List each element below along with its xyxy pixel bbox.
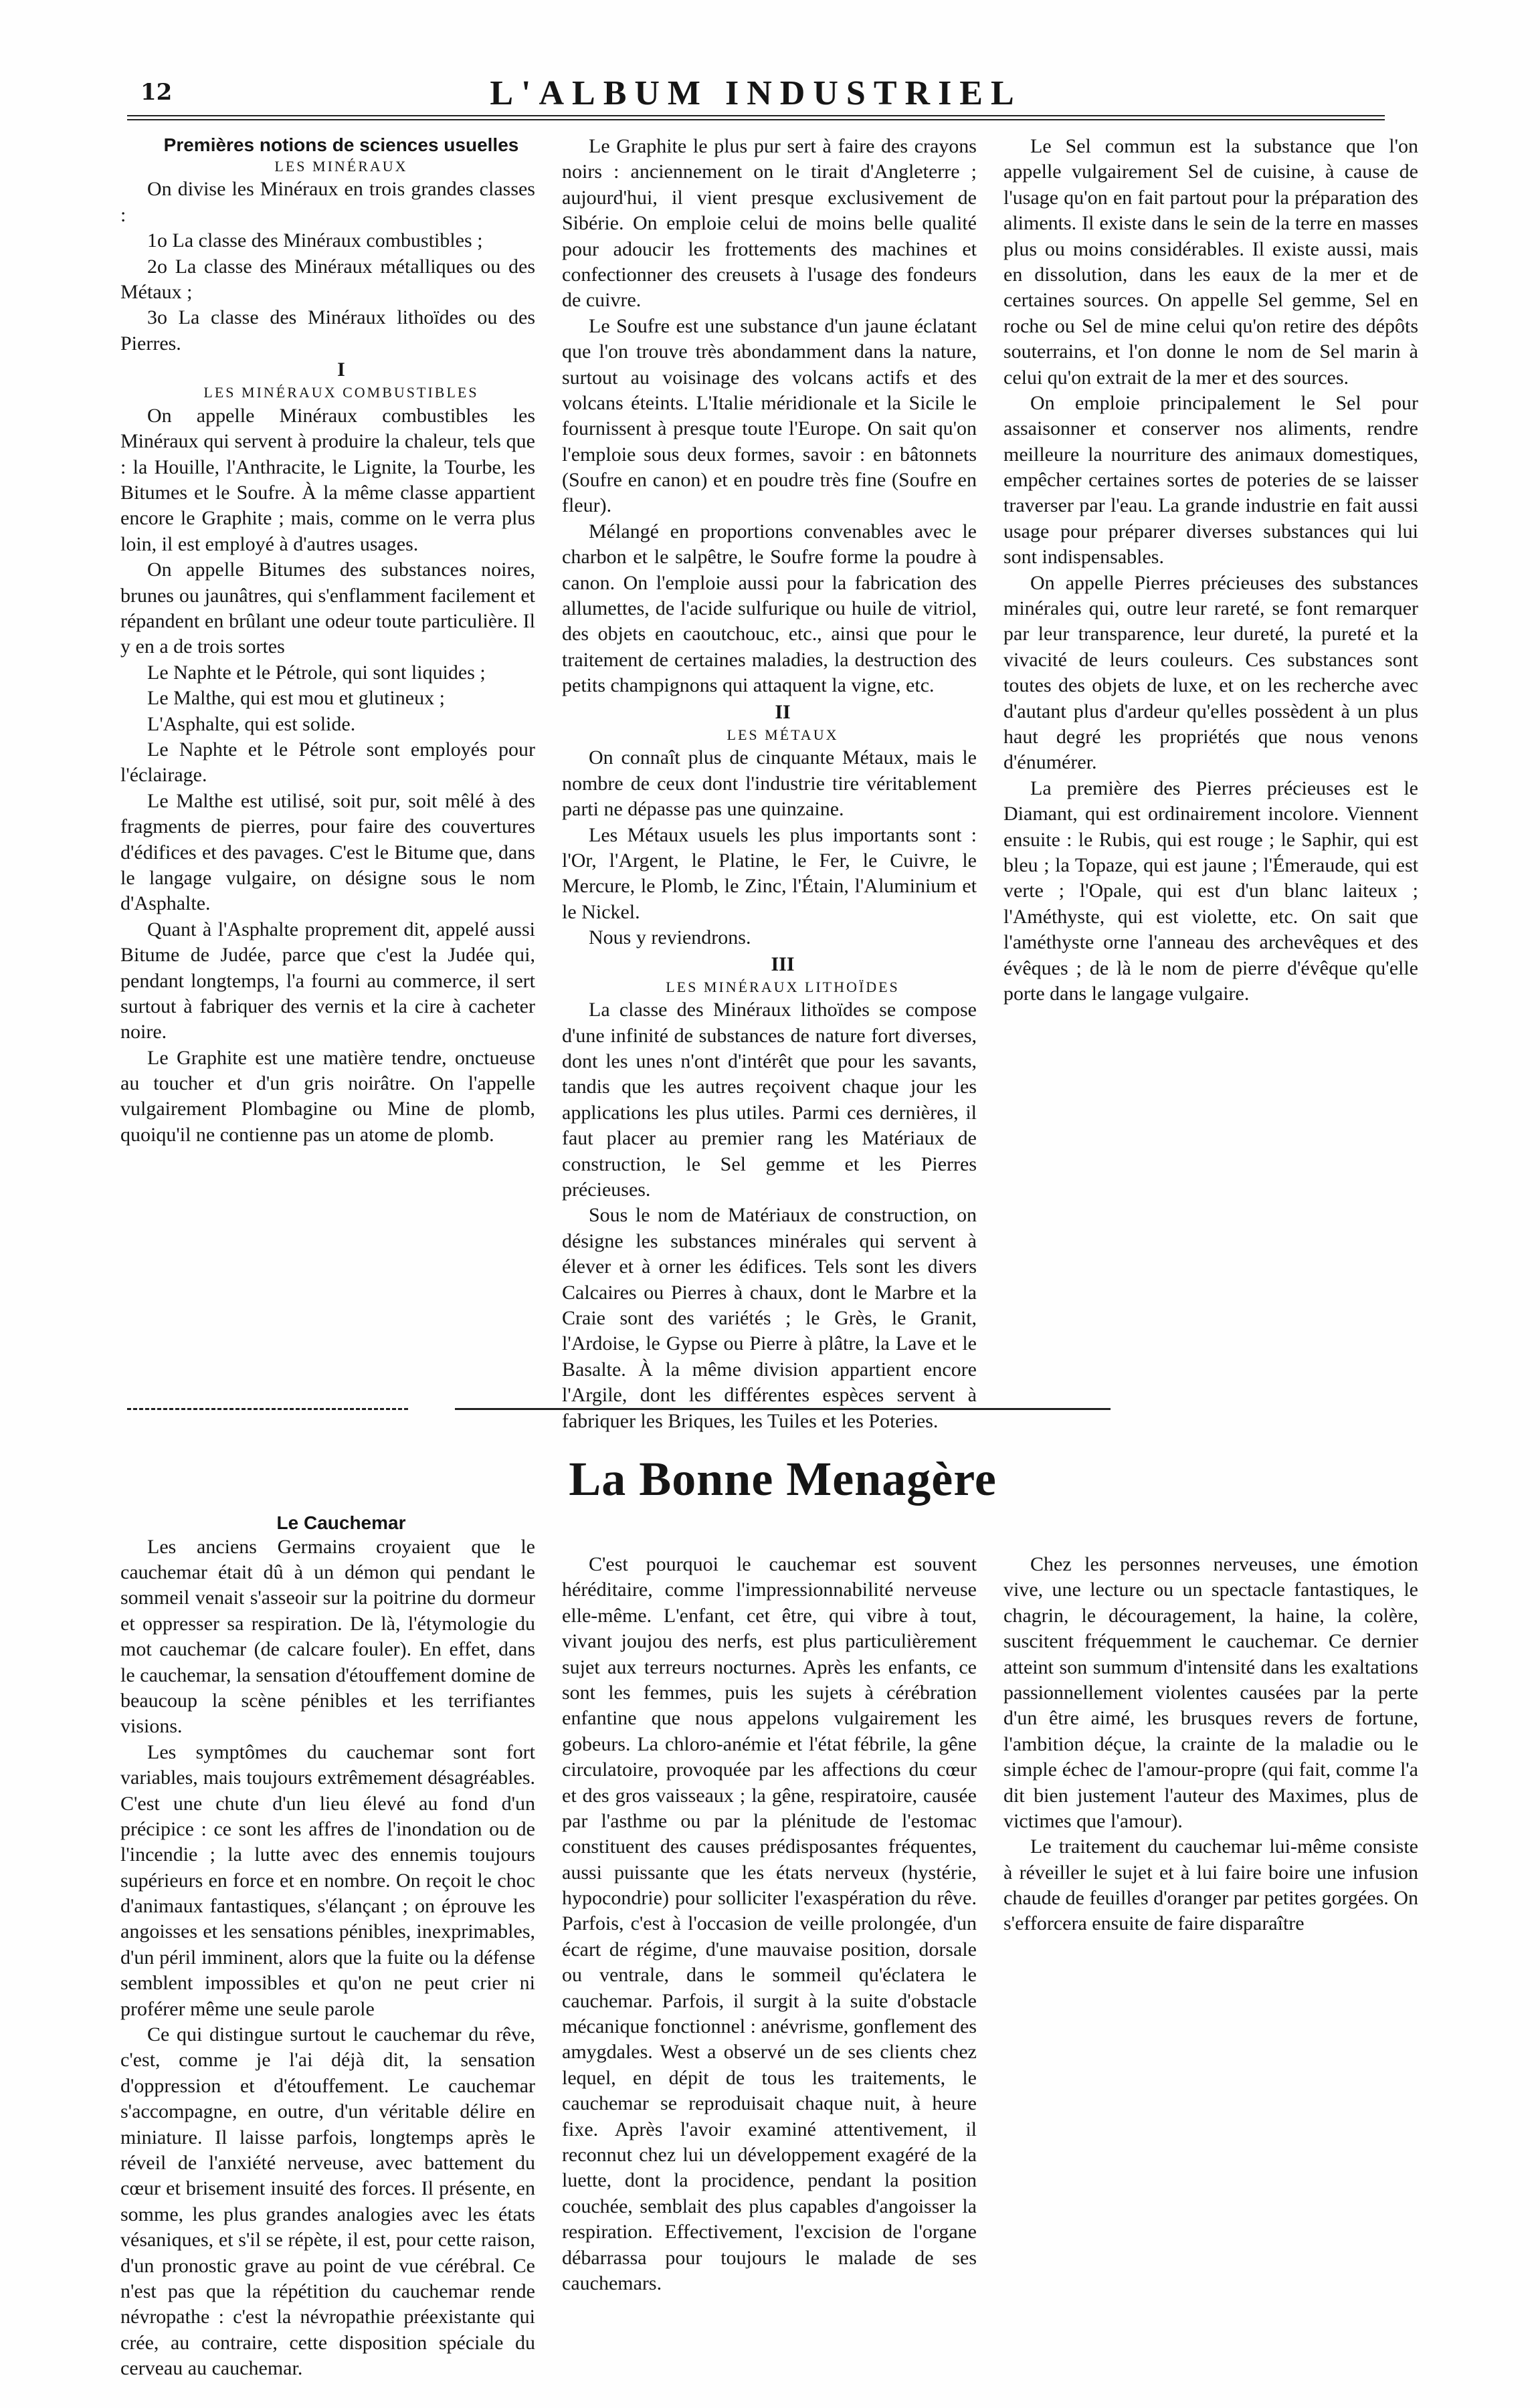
science-paragraph: On emploie principalement le Sel pour assaisonner et conserver nos aliments, rendre meilleure la nourriture des animaux domestiques, empêcher certaines sortes de poteries de se laisser traverser par l'eau. La grande industrie en fait aussi usage pour préparer diverses substances qui lui sont indispensables. xyxy=(1003,391,1418,569)
cauchemar-paragraph: Le traitement du cauchemar lui-même consiste à réveiller le sujet et à lui faire boire une infusion chaude de feuilles d'oranger par petites gorgées. On s'efforcera ensuite de faire disparaître xyxy=(1003,1835,1418,1935)
science-paragraph: Le Malthe, qui est mou et glutineux ; xyxy=(147,687,445,710)
science-paragraph: On appelle Pierres précieuses des substances minérales qui, outre leur rareté, se font remarquer par leur transparence, leur dureté, la pureté et la vivacité de leurs couleurs. Ces substances sont toutes des objets de luxe, et on les recherche avec d'autant plus d'ardeur qu'elles possèdent à un plus haut degré les propriétés que nous venons d'énumérer. xyxy=(1003,571,1418,774)
menagere-column-2 xyxy=(562,1552,977,2395)
science-class-1: 1o La classe des Minéraux combustibles ; xyxy=(147,229,483,252)
science-column-2 xyxy=(562,134,977,1432)
menagere-column-1 xyxy=(120,1512,535,2395)
science-paragraph: On appelle Bitumes des substances noires, brunes ou jaunâtres, qui s'enflamment facilement et répandent en brûlant une odeur toute particulière. Il y en a de trois sortes xyxy=(120,559,535,658)
science-section-3-number: III xyxy=(771,952,795,975)
science-paragraph: Nous y reviendrons. xyxy=(589,926,751,949)
journal-title: L'ALBUM INDUSTRIEL xyxy=(490,74,1022,112)
science-paragraph: La classe des Minéraux lithoïdes se compose d'une infinité de substances de nature fort diverses, dont les unes n'ont d'intérêt que pour les savants, tandis que les autres reçoivent chaque jour les applications les plus utiles. Parmi ces dernières, il faut placer au premier rang les Matériaux de construction, le Sel gemme et les Pierres précieuses. xyxy=(562,999,977,1201)
science-paragraph: Les Métaux usuels les plus importants sont : l'Or, l'Argent, le Platine, le Fer, le Cuivre, le Mercure, le Plomb, le Zinc, l'Étain, l'Aluminium et le Nickel. xyxy=(562,823,977,923)
cauchemar-title: Le Cauchemar xyxy=(276,1512,406,1533)
science-section-2-title: LES MÉTAUX xyxy=(727,726,839,743)
cauchemar-paragraph: C'est pourquoi le cauchemar est souvent héréditaire, comme l'impressionnabilité nerveuse elle-même. L'enfant, cet être, qui vibre à tout, vivant joujou des nerfs, est plus particulièrement sujet aux terreurs nocturnes. Après les enfants, ce sont les femmes, puis les sujets à cérébration enfantine que nous appelons vulgairement les gobeurs. La chloro-anémie et l'état fébrile, la gêne circulatoire, provoquée par les affections du cœur et des gros vaisseaux ; la gêne, respiratoire, causée par l'asthme ou par la plénitude de l'estomac constituent des causes prédisposantes fréquentes, aussi puissante que les états nerveux (hystérie, hypocondrie) pour solliciter l'exaspération du rêve. Parfois, c'est à l'occasion de veille prolongée, d'un écart de régime, d'une mauvaise position, dorsale ou ventrale, dans le sommeil qu'éclatera le cauchemar. Parfois, il surgit à la suite d'obstacle mécanique fonctionnel : anévrisme, gonflement des amygdales. West a observé un de ses clients chez lequel, en dépit de tous les traitements, le cauchemar se reproduisait chaque nuit, à heure fixe. Après l'avoir examiné attentivement, il reconnut chez lui un développement exagéré de la luette, dont la procidence, pendant la position couchée, semblait des plus capables d'angoisser la respiration. Effectivement, l'excision de l'organe débarrassa pour toujours le malade de ses cauchemars. xyxy=(562,1553,977,2294)
section-title-bonne-menagere: La Bonne Menagère xyxy=(569,1452,997,1506)
science-section-1-number: I xyxy=(337,359,345,381)
science-class-3: 3o La classe des Minéraux lithoïdes ou des Pierres. xyxy=(120,306,535,355)
science-column-3 xyxy=(1003,134,1418,1391)
science-paragraph: Sous le nom de Matériaux de construction, on désigne les substances minérales qui servent à élever et à orner les édifices. Tels sont les divers Calcaires ou Pierres à chaux, dont le Marbre et la Craie sont des variétés ; le Grès, le Granit, l'Ardoise, le Gypse ou Pierre à plâtre, la Lave et le Basalte. À la même division appartient encore l'Argile, dont les différentes espèces servent à fabriquer les Briques, les Tuiles et les Poteries. xyxy=(562,1204,977,1432)
science-paragraph: Mélangé en proportions convenables avec le charbon et le salpêtre, le Soufre forme la poudre à canon. On l'emploie aussi pour la fabrication des allumettes, de l'acide sulfurique ou huile de vitriol, des objets en caoutchouc, etc., ainsi que pour le traitement de certaines maladies, la destruction des petits champignons qui attaquent la vigne, etc. xyxy=(562,520,977,697)
science-paragraph: On appelle Minéraux combustibles les Minéraux qui servent à produire la chaleur, tels que : la Houille, l'Anthracite, le Lignite, la Tourbe, les Bitumes et le Soufre. À la même classe appartient encore le Graphite ; mais, comme on le verra plus loin, il est employé à d'autres usages. xyxy=(120,404,535,555)
science-article-title: Premières notions de sciences usuelles xyxy=(163,134,519,155)
divider-left xyxy=(127,1408,408,1410)
cauchemar-paragraph: Les anciens Germains croyaient que le cauchemar était dû à un démon qui pendant le sommeil venait s'asseoir sur la poitrine du dormeur et oppresser sa respiration. De là, l'étymologie du mot cauchemar (de calcare fouler). En effet, dans le cauchemar, la sensation d'étouffement domine de beaucoup la scène pénibles et les terrifiantes visions. xyxy=(120,1535,535,1738)
science-paragraph: L'Asphalte, qui est solide. xyxy=(147,712,356,735)
science-section-1-title: LES MINÉRAUX COMBUSTIBLES xyxy=(203,384,479,401)
science-section-3-title: LES MINÉRAUX LITHOÏDES xyxy=(666,978,900,995)
science-paragraph: Le Naphte et le Pétrole sont employés pour l'éclairage. xyxy=(120,738,535,787)
cauchemar-paragraph: Les symptômes du cauchemar sont fort variables, mais toujours extrêmement désagréables. C'est une chute d'un lieu élevé au fond d'un précipice : ce sont les affres de l'inondation ou de l'incendie ; la lutte avec des ennemis toujours supérieurs en force et en nombre. On reçoit le choc d'animaux fantastiques, s'élançant ; on éprouve les angoisses et les sensations pénibles, inexprimables, d'un péril imminent, alors que la fuite ou la défense semblent impossibles et qu'on ne peut crier ni proférer même une seule parole xyxy=(120,1740,535,2020)
science-paragraph: Le Graphite le plus pur sert à faire des crayons noirs : anciennement on le tirait d'Angleterre ; aujourd'hui, il vient presque exclusivement de Sibérie. On emploie celui de moins belle qualité pour adoucir les frottements des machines et confectionner des creusets à l'usage des fondeurs de cuivre. xyxy=(562,135,977,312)
science-paragraph: Le Soufre est une substance d'un jaune éclatant que l'on trouve très abondamment dans la nature, surtout au voisinage des volcans actifs et des volcans éteints. L'Italie méridionale et la Sicile le fournissent à presque toute l'Europe. On sait qu'on l'emploie sous deux formes, savoir : en bâtonnets (Soufre en canon) et en poudre très fine (Soufre en fleur). xyxy=(562,314,977,517)
science-paragraph: Le Malthe est utilisé, soit pur, soit mêlé à des fragments de pierres, pour faire des couvertures d'édifices et des pavages. C'est le Bitume que, dans le langage vulgaire, on désigne sous le nom d'Asphalte. xyxy=(120,789,535,915)
cauchemar-paragraph: Chez les personnes nerveuses, une émotion vive, une lecture ou un spectacle fantastiques, le chagrin, le découragement, la haine, la colère, suscitent fréquemment le cauchemar. Ce dernier atteint son summum d'intensité dans les exaltations passionnellement violentes causées par la perte d'un être aimé, les brusques revers de fortune, l'ambition déçue, la crainte de la maladie ou le simple échec de l'amour-propre (qui fait, comme l'a dit bien justement l'auteur des Maximes, plus de victimes que l'amour). xyxy=(1003,1553,1418,1832)
science-intro: On divise les Minéraux en trois grandes classes : xyxy=(120,178,535,226)
science-paragraph: Le Sel commun est la substance que l'on appelle vulgairement Sel de cuisine, à cause de l'usage qu'on en fait partout pour la préparation des aliments. Il existe dans le sein de la terre en masses plus ou moins considérables. Il existe aussi, mais en dissolution, dans les eaux de la mer et de certaines sources. On appelle Sel gemme, Sel en roche ou Sel de mine celui qu'on retire des dépôts souterrains, et l'on donne le nom de Sel marin à celui qu'on extrait de la mer et des sources. xyxy=(1003,135,1418,389)
science-column-1 xyxy=(120,134,535,1391)
science-paragraph: Le Graphite est une matière tendre, onctueuse au toucher et d'un gris noirâtre. On l'appelle vulgairement Plombagine ou Mine de plomb, quoiqu'il ne contienne pas un atome de plomb. xyxy=(120,1046,535,1146)
page-number: 12 xyxy=(140,79,173,106)
science-paragraph: Quant à l'Asphalte proprement dit, appelé aussi Bitume de Judée, parce que c'est la Judée qui, pendant longtemps, l'a fourni au commerce, il sert surtout à fabriquer des vernis et la cire à cacheter noire. xyxy=(120,918,535,1043)
menagere-column-3 xyxy=(1003,1552,1418,2395)
science-section-2-number: II xyxy=(775,700,791,723)
science-subtitle: LES MINÉRAUX xyxy=(274,157,408,175)
header-double-rule xyxy=(127,115,1385,120)
cauchemar-paragraph: Ce qui distingue surtout le cauchemar du rêve, c'est, comme je l'ai déjà dit, la sensation d'oppression et d'étouffement. Le cauchemar s'accompagne, en outre, d'un véritable délire en miniature. Il laisse parfois, longtemps après le réveil de l'anxiété nerveuse, avec battement du cœur et brisement insuité des forces. Il présente, en somme, les plus grandes analogies avec les états vésaniques, et s'il se répète, il est, pour cette raison, d'un pronostic grave au point de vue cérébral. Ce n'est pas que la répétition du cauchemar rende névropathe : c'est la névropathie préexistante qui crée, au contraire, cette disposition spéciale du cerveau au cauchemar. xyxy=(120,2023,535,2380)
divider-section xyxy=(455,1408,1111,1410)
science-paragraph: La première des Pierres précieuses est le Diamant, qui est ordinairement incolore. Viennent ensuite : le Rubis, qui est rouge ; le Saphir, qui est bleu ; la Topaze, qui est jaune ; l'Émeraude, qui est verte ; l'Opale, qui est d'un blanc laiteux ; l'Améthyste, qui est violette, etc. On sait que l'améthyste orne l'anneau des archevêques et des évêques ; de là le nom de pierre d'évêque qu'elle porte dans le langage vulgaire. xyxy=(1003,777,1418,1005)
science-paragraph: Le Naphte et le Pétrole, qui sont liquides ; xyxy=(147,661,486,684)
science-class-2: 2o La classe des Minéraux métalliques ou des Métaux ; xyxy=(120,255,535,303)
running-header xyxy=(127,74,1385,114)
science-paragraph: On connaît plus de cinquante Métaux, mais le nombre de ceux dont l'industrie tire véritablement parti ne dépasse pas une quinzaine. xyxy=(562,746,977,821)
